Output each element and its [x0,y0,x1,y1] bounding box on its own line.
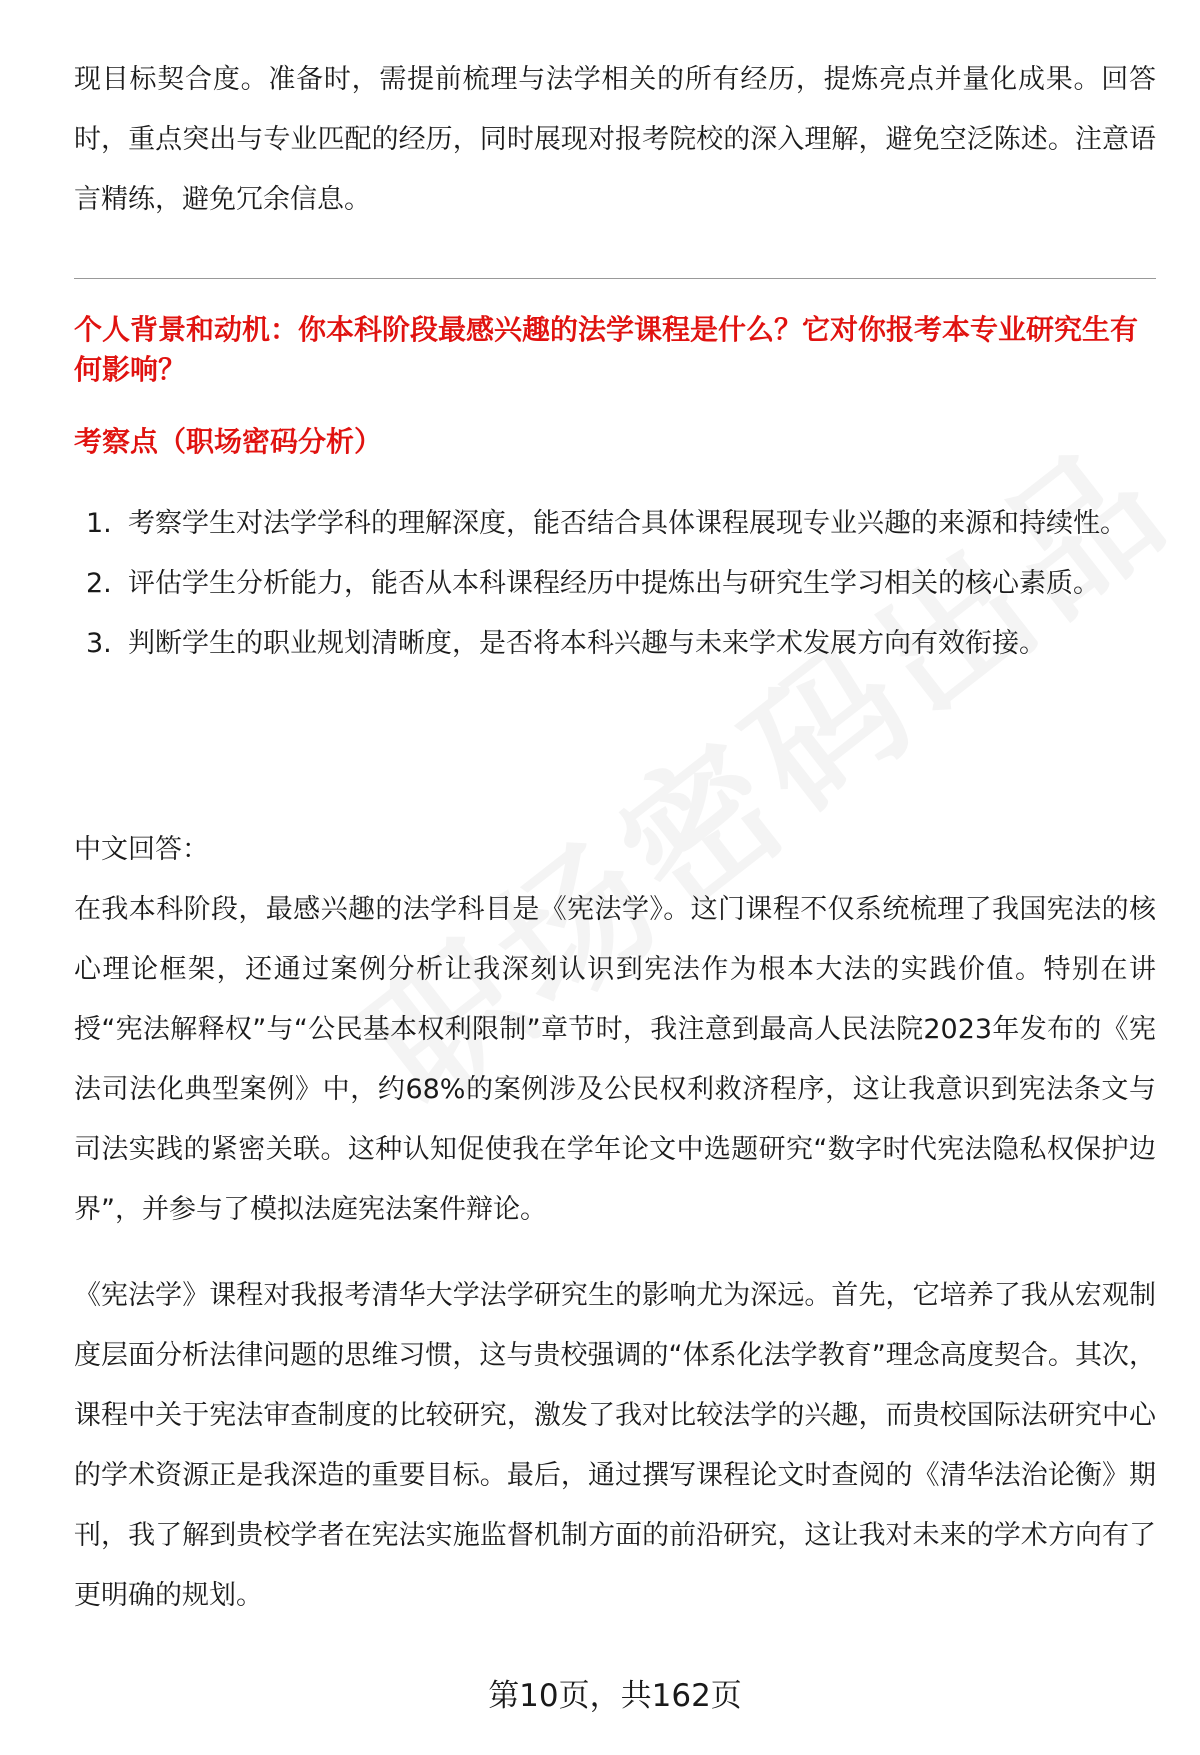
list-item-number: 1. [86,508,112,539]
answer-paragraph-1: 在我本科阶段，最感兴趣的法学科目是《宪法学》。这门课程不仅系统梳理了我国宪法的核心理论框架，还通过案例分析让我深刻认识到宪法作为根本大法的实践价值。特别在讲授“宪法解释权”与“公民基本权利限制”章节时，我注意到最高人民法院2023年发布的《宪法司法化典型案例》中，约68%的案例涉及公民权利救济程序，这让我意识到宪法条文与司法实践的紧密关联。这种认知促使我在学年论文中选题研究“数字时代宪法隐私权保护边界”，并参与了模拟法庭宪法案件辩论。 [74,894,1156,1225]
intro-paragraph: 现目标契合度。准备时，需提前梳理与法学相关的所有经历，提炼亮点并量化成果。回答时，重点突出与专业匹配的经历，同时展现对报考院校的深入理解，避免空泛陈述。注意语言精练，避免冗余信息。 [74,64,1156,215]
document-page [74,0,1156,1755]
list-item-text: 评估学生分析能力，能否从本科课程经历中提炼出与研究生学习相关的核心素质。 [128,568,1100,599]
list-item-number: 3. [86,628,112,659]
section-divider [74,278,1156,279]
page-number-footer: 第10页，共162页 [488,1678,742,1714]
list-item [74,614,1156,674]
list-item-text: 判断学生的职业规划清晰度，是否将本科兴趣与未来学术发展方向有效衔接。 [128,628,1046,659]
answer-label: 中文回答： [74,834,209,865]
analysis-list [74,494,1156,674]
list-item-number: 2. [86,568,112,599]
list-item [74,494,1156,554]
analysis-heading: 考察点（职场密码分析） [74,425,383,458]
interview-question: 个人背景和动机：你本科阶段最感兴趣的法学课程是什么？它对你报考本专业研究生有何影响？ [74,313,1139,386]
list-item [74,554,1156,614]
list-item-text: 考察学生对法学学科的理解深度，能否结合具体课程展现专业兴趣的来源和持续性。 [128,508,1127,539]
answer-paragraph-2: 《宪法学》课程对我报考清华大学法学研究生的影响尤为深远。首先，它培养了我从宏观制度层面分析法律问题的思维习惯，这与贵校强调的“体系化法学教育”理念高度契合。其次，课程中关于宪法审查制度的比较研究，激发了我对比较法学的兴趣，而贵校国际法研究中心的学术资源正是我深造的重要目标。最后，通过撰写课程论文时查阅的《清华法治论衡》期刊，我了解到贵校学者在宪法实施监督机制方面的前沿研究，这让我对未来的学术方向有了更明确的规划。 [74,1280,1156,1611]
